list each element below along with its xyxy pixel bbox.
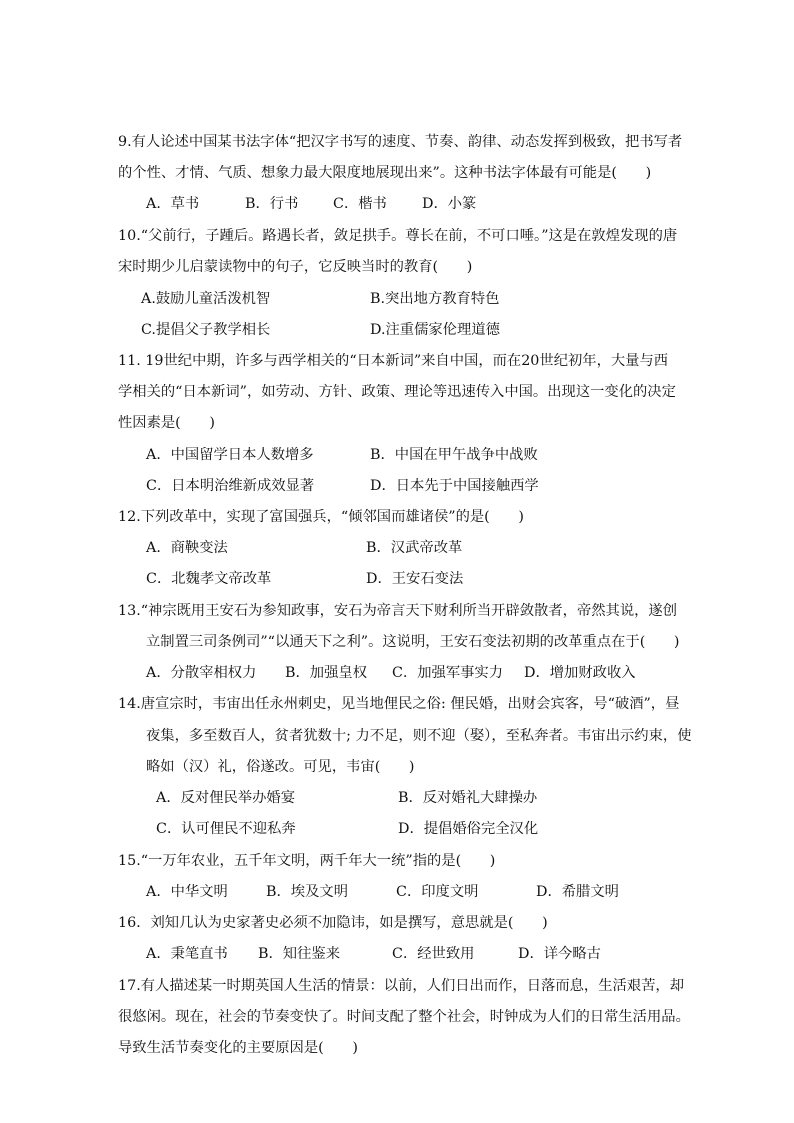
q9-text-line-1: 9.有人论述中国某书法字体“把汉字书写的速度、节奏、韵律、动态发挥到极致，把书写者 [118,134,683,150]
q9-text-line-2: 的个性、才情、气质、想象力最大限度地展现出来”。这种书法字体最有可能是( ) [118,165,652,181]
q15-option-a: A．中华文明 [146,884,228,900]
q13-text-line-2: 立制置三司条例司”“以通天下之利”。这说明，王安石变法初期的改革重点在于( ) [146,634,680,650]
q12-option-b: B．汉武帝改革 [366,540,463,556]
q17-text-line-1: 17.有人描述某一时期英国人生活的情景：以前，人们日出而作，日落而息，生活艰苦，却 [118,978,685,994]
q10-text-line-2: 宋时期少儿启蒙读物中的句子，它反映当时的教育( ) [118,259,473,275]
q17-text-line-3: 导致生活节奏变化的主要原因是( ) [118,1040,358,1056]
q10-option-b: B.突出地方教育特色 [370,291,500,307]
q15-option-c: C．印度文明 [396,884,479,900]
q17-text-line-2: 很悠闲。现在，社会的节奏变快了。时间支配了整个社会，时钟成为人们的日常生活用品。 [118,1009,690,1025]
q16-option-a: A．秉笔直书 [146,946,228,962]
q13-option-b: B．加强皇权 [285,665,367,681]
q9-option-a: A．草书 [146,196,200,212]
q11-text-line-2: 学相关的“日本新词”，如劳动、方针、政策、理论等迅速传入中国。出现这一变化的决定 [118,384,676,400]
q15-text-line-1: 15.“一万年农业，五千年文明，两千年大一统”指的是( ) [118,853,496,869]
q13-text-line-1: 13.“神宗既用王安石为参知政事，安石为帝言天下财利所当开辟敛散者，帝然其说，遂创 [118,603,678,619]
q11-text-line-1: 11. 19世纪中期，许多与西学相关的“日本新词”来自中国，而在20世纪初年，大量与西 [118,353,669,369]
q9-option-b: B．行书 [245,196,299,212]
q12-text-line-1: 12.下列改革中，实现了富国强兵，“倾邻国而雄诸侯”的是( ) [118,509,524,525]
q10-option-d: D.注重儒家伦理道德 [370,322,500,338]
q14-option-c: C．认可俚民不迎私奔 [156,821,296,837]
q16-option-b: B．知往鉴来 [258,946,340,962]
q16-option-c: C．经世致用 [392,946,475,962]
q9-option-c: C．楷书 [333,196,387,212]
q11-option-a: A．中国留学日本人数增多 [146,447,314,463]
q14-option-a: A．反对俚民举办婚宴 [156,790,295,806]
q10-option-c: C.提倡父子教学相长 [141,322,271,338]
q11-option-b: B．中国在甲午战争中战败 [370,447,538,463]
q12-option-d: D．王安石变法 [366,571,464,587]
q11-text-line-3: 性因素是( ) [118,415,215,431]
q13-option-a: A．分散宰相权力 [146,665,257,681]
q13-option-c: C．加强军事实力 [392,665,504,681]
q9-option-d: D．小篆 [422,196,477,212]
q13-option-d: D．增加财政收入 [524,665,636,681]
q14-text-line-1: 14.唐宣宗时，韦宙出任永州刺史，见当地俚民之俗: 俚民婚，出财会宾客，号“破酒”，昼 [118,696,680,712]
q10-text-line-1: 10.“父前行，子踵后。路遇长者，敛足拱手。尊长在前，不可口唾。”这是在敦煌发现的唐 [118,228,678,244]
q14-option-b: B．反对婚礼大肆操办 [398,790,538,806]
q14-text-line-2: 夜集，多至数百人，贫者犹数十; 力不足，则不迎（娶），至私奔者。韦宙出示约束，使 [146,728,692,744]
q11-option-d: D．日本先于中国接触西学 [370,478,539,494]
q16-option-d: D．详今略古 [518,946,601,962]
q11-option-c: C．日本明治维新成效显著 [146,478,315,494]
q10-option-a: A.鼓励儿童活泼机智 [141,291,271,307]
q14-text-line-3: 略如（汉）礼，俗遂改。可见，韦宙( ) [146,759,415,775]
q15-option-d: D．希腊文明 [536,884,619,900]
q12-option-c: C．北魏孝文帝改革 [146,571,272,587]
q14-option-d: D．提倡婚俗完全汉化 [398,821,539,837]
q15-option-b: B．埃及文明 [266,884,348,900]
q16-text-line-1: 16．刘知几认为史家著史必须不加隐讳，如是撰写，意思就是( ) [118,915,548,931]
q12-option-a: A．商鞅变法 [146,540,228,556]
